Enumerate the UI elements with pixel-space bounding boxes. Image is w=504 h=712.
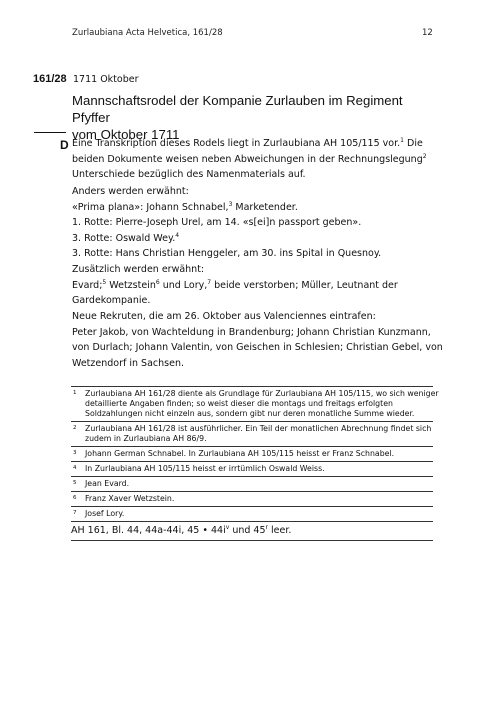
footnote [71, 476, 433, 491]
text-line: 3. Rotte: Hans Christian Henggeler, am 30. ins Spital in Quesnoy. [72, 248, 382, 259]
footnote-text-line: detaillierte Angaben finden; so weist dieser die montags und freitags erfolgten [85, 399, 393, 408]
footnote [71, 386, 439, 421]
footnote-number: 7 [73, 510, 77, 516]
paragraph-differences [72, 184, 444, 262]
footnote-number: 1 [73, 390, 77, 396]
footnote [71, 506, 433, 521]
paragraph-additional [72, 262, 444, 309]
footnote-text-line: Zurlaubiana AH 161/28 diente als Grundlage für Zurlaubiana AH 105/115, wo sich weniger [85, 389, 439, 398]
text-span: Eine Transkription dieses Rodels liegt in Zurlaubiana AH 105/115 vor. [72, 138, 401, 149]
section-rule [34, 132, 66, 133]
footnote-ref[interactable]: 7 [207, 278, 212, 286]
text-line: Neue Rekruten, die am 26. Oktober aus Valenciennes eintrafen: [72, 311, 376, 322]
document-title-line-1: Mannschaftsrodel der Kompanie Zurlauben im Regiment Pfyffer [72, 93, 403, 125]
text-span: leer. [267, 525, 292, 536]
footnote-text-line: Josef Lory. [85, 509, 125, 518]
paragraph-recruits [72, 309, 444, 371]
text-line [72, 231, 444, 247]
text-span: Evard; [72, 279, 103, 291]
text-span: beiden Dokumente weisen neben Abweichungen in der Rechnungslegung [72, 153, 423, 165]
text-line: Unterschiede bezüglich des Namenmaterials auf. [72, 169, 306, 180]
text-line: Wetzendorf in Sachsen. [72, 357, 184, 369]
footnote-number: 3 [73, 450, 77, 456]
footnote-ref[interactable]: 6 [155, 278, 160, 286]
text-span: «Prima plana»: Johann Schnabel, [72, 201, 229, 213]
text-span: beide verstorben; Müller, Leutnant der [211, 279, 398, 291]
source-reference [71, 521, 433, 541]
footnote-ref[interactable]: 5 [102, 278, 107, 286]
text-line: 1. Rotte: Pierre-Joseph Urel, am 14. «s[ei]n passport geben». [72, 217, 362, 228]
text-line: von Durlach; Johann Valentin, von Geischen in Schlesien; Christian Gebel, von [72, 342, 443, 353]
footnote-text-line: Zurlaubiana AH 161/28 ist ausführlicher. Ein Teil der monatlichen Abrechnung findet sich [85, 424, 432, 433]
text-span: und Lory, [159, 279, 208, 291]
footnote [71, 491, 433, 506]
footnote-ref[interactable]: 2 [422, 152, 427, 160]
paragraph-transcription-note [72, 136, 444, 183]
footnotes [71, 386, 439, 541]
running-title: Zurlaubiana Acta Helvetica, 161/28 [72, 28, 223, 38]
document-title-line-2: vom Oktober 1711 [72, 127, 180, 142]
text-line: Anders werden erwähnt: [72, 186, 189, 197]
footnote-number: 2 [73, 425, 77, 431]
footnote-text-line: Johann German Schnabel. In Zurlaubiana AH 105/115 heisst er Franz Schnabel. [85, 449, 395, 458]
footnote-list [71, 386, 439, 521]
text-line [72, 136, 444, 152]
footnote [71, 461, 433, 476]
footnote [71, 421, 433, 446]
text-span: Die [404, 138, 423, 149]
footnote-text-line: Soldzahlungen nicht einzeln aus, sondern gibt nur deren monatliche Summe wieder. [85, 409, 415, 418]
text-line: Peter Jakob, von Wachteldung in Brandenburg; Johann Christian Kunzmann, [72, 326, 431, 338]
text-line: Gardekompanie. [72, 295, 151, 306]
bullet-separator: • [202, 525, 208, 536]
description-marker: D [60, 138, 69, 152]
text-line: Zusätzlich werden erwähnt: [72, 264, 205, 275]
footnote-number: 5 [73, 480, 77, 486]
text-span: 44i [207, 525, 226, 536]
footnote-ref[interactable]: 1 [400, 136, 404, 144]
footnote-text-line: Franz Xaver Wetzstein. [85, 494, 175, 503]
footnote-text-line: In Zurlaubiana AH 105/115 heisst er irrtümlich Oswald Weiss. [85, 464, 325, 473]
page-number: 12 [422, 28, 433, 38]
document-number: 161/28 [33, 73, 67, 85]
recto-mark: r [265, 523, 268, 531]
text-span: und 45 [229, 525, 266, 536]
footnote-ref[interactable]: 3 [228, 200, 233, 208]
text-line [72, 200, 444, 216]
footnote [71, 446, 433, 461]
text-span: Marketender. [232, 201, 298, 213]
footnote-text-line: zudem in Zurlaubiana AH 86/9. [85, 434, 207, 443]
text-span: Wetzstein [106, 279, 156, 291]
document-date: 1711 Oktober [73, 74, 139, 85]
footnote-number: 4 [73, 465, 77, 471]
footnote-number: 6 [73, 495, 77, 501]
text-line [72, 152, 444, 168]
text-span: 3. Rotte: Oswald Wey. [72, 232, 176, 244]
text-line [72, 278, 444, 294]
footnote-text-line: Jean Evard. [85, 479, 130, 488]
verso-mark: v [225, 523, 230, 531]
footnote-ref[interactable]: 4 [175, 231, 180, 239]
text-span: AH 161, Bl. 44, 44a-44i, 45 [71, 525, 203, 536]
